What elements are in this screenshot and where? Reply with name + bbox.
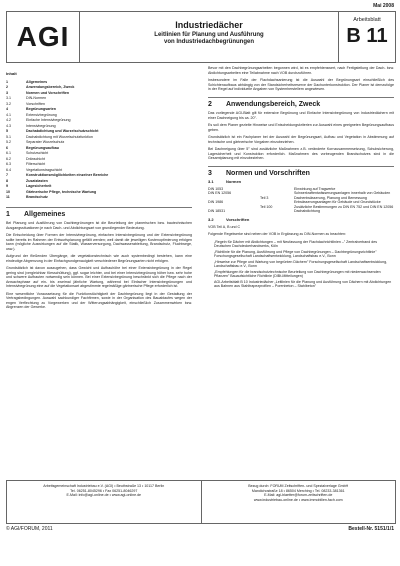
- paragraph: Aufgrund der fließenden Übergänge, die vegetationstechnisch wie auch systembedingt bestehen, kann eine eindeutige Abgrenzung in der Einfachgrundgenauigkeit verschiedener Begrünungsarten nicht erfolgen.: [6, 254, 192, 263]
- footer-box: [6, 480, 396, 524]
- paragraph: Bei Planung und Ausführung von Dachbegrünungen ist die Beurteilung der planerischen bzw. bautechnischen Ausgangssituationen je nach Dach- und Abdichtungsart von grundlegender Bedeutung.: [6, 221, 192, 230]
- toc-label: Dachabdichtung mit Wurzelschutzfunktion: [26, 134, 93, 139]
- toc-label: Normen und Vorschriften: [26, 90, 70, 95]
- paragraph: Bevor mit den Dachbegrünungsarbeiten begonnen wird, ist es empfehlenswert, nach Fertigstellung der Dach- bzw. Abdichtungsarbeiten eine Teilabnahme nach VOB durchzuführen.: [208, 66, 394, 75]
- toc-heading: Inhalt: [6, 71, 17, 76]
- issue-date: Mai 2008: [373, 3, 394, 9]
- regulation-item: • „Empfehlungen für die brandschutztechnische Beurteilung von Dachbegrünungen mit niederwachsenden Pflanzen" Bauaufsichtliche Richtlinie (DIBt-Mitteilungen): [214, 270, 394, 279]
- toc-label: Lagesicherheit: [26, 184, 52, 188]
- toc-label: Brandschutz: [26, 195, 48, 199]
- copyright: © AGI/FORUM, 2011: [6, 526, 53, 532]
- section-title: Anwendungsbereich, Zweck: [226, 100, 321, 108]
- toc-number: 2: [6, 85, 8, 89]
- regulation-item: • „Richtlinie für die Planung, Ausführung und Pflege von Dachbegrünungen – Dachbegrünungsrichtlinie" Forschungsgesellschaft Landschaftsentwicklung, Landschaftsbau e.V., Bonn: [214, 250, 394, 259]
- footer-line: Tel. 06251-8045296 • Fax 06251-8046297: [70, 488, 138, 493]
- toc-label: Vorschriften: [26, 101, 45, 106]
- footer-line: www.industriebau-online.de • www.immobilien-fach.com: [253, 497, 343, 502]
- toc-label: Anwendungsbereich, Zweck: [26, 85, 75, 89]
- toc-number: 4: [6, 107, 8, 111]
- norms-list: [208, 187, 394, 215]
- norm-description: Dachabdichtung: [294, 209, 320, 214]
- toc-label: Begrünungsarten: [26, 107, 56, 111]
- norm-code: DIN 1986: [208, 200, 224, 205]
- toc-label: Separater Wurzelschutz: [26, 140, 65, 144]
- toc-number: 4.1: [6, 112, 11, 117]
- table-of-contents: [6, 80, 192, 201]
- regulation-item: • AGI-Arbeitsblatt B 10 Industriedächer „Leitlinien für die Planung und Ausführung von Dächern mit Abdichtungen aus Bahnen aus Stahltrapezprofilen – Porenbeton – Stahlbeton": [214, 280, 394, 289]
- bottom-line: [6, 526, 394, 532]
- regulation-item: • „Regeln für Dächer mit Abdichtungen – mit Neufassung der Flachdachrichtlinien –" Zentralverband des Deutschen Dachdeckerhandwerks, Köln: [214, 240, 394, 249]
- toc-label: Konstruktionsmögliichkeiten einzelner Bereiche: [26, 173, 109, 177]
- left-column: [6, 66, 192, 476]
- toc-label: Gärtnerische Pflege, technische Wartung: [26, 189, 97, 194]
- toc-label: Intensivbegrünung: [26, 123, 56, 128]
- toc-label: Extensivbegrünung: [26, 112, 57, 117]
- publisher-address: [7, 481, 202, 523]
- toc-number: 5.1: [6, 134, 11, 139]
- subsection-number: 3.1: [208, 179, 214, 184]
- divider: [208, 97, 394, 98]
- toc-number: 6: [6, 145, 8, 150]
- section-2-heading: [208, 100, 394, 108]
- toc-label: Begrünungsaufbau: [26, 145, 59, 150]
- toc-number: 5.2: [6, 140, 11, 144]
- sheet-label: Arbeitsblatt: [353, 17, 381, 23]
- footer-line: Mandichostraße 18 • 86504 Merching • Tel. 08233-381361: [251, 488, 345, 493]
- paragraph: Das vorliegende AGI-Blatt gilt für extensive Begrünung und Einfache Intensivbegrünung von Industriedächern mit einer Dachneigung bis ca. 20°.: [208, 111, 394, 120]
- section-number: 2: [208, 100, 212, 108]
- paragraph: Insbesondere im Falle der Flachdachsanierung ist die Auswahl der Begrünungsart einschließlich des Schichtenaufbaus abhängig von der Standsicherheitsreserve der Dachunterkonstruktion. Der Planer ist demzufolge in der Regel auf individuelle Angaben von Systemherstellern angewiesen.: [208, 78, 394, 91]
- toc-label: Filterschicht: [26, 162, 46, 166]
- section-title: Normen und Vorschriften: [226, 169, 310, 177]
- agi-logo: AGI: [7, 12, 80, 62]
- paragraph: Es soll dem Planer gezielte Hinweise und Entscheidungskriterien zur Auswahl eines geeigneten Begrünungsaufbaus geben.: [208, 123, 394, 132]
- norm-description: Dachentwässerung, Planung und Bemessung: [294, 195, 367, 200]
- toc-number: 3.2: [6, 101, 11, 106]
- norm-description: Entwässerungsanlagen für Gebäude und Grundstücke: [294, 200, 381, 205]
- norm-description: Einwirkung auf Tragwerke: [294, 186, 336, 191]
- toc-number: 3: [6, 90, 8, 95]
- toc-label: Zusatzlasten: [26, 178, 48, 183]
- norm-part: Teil 100: [260, 204, 273, 209]
- toc-label: Dachabdichtung und Wurzelschutzschicht: [26, 129, 99, 133]
- toc-number: 3.1: [6, 96, 11, 100]
- paragraph: Eine wesentliche Voraussetzung für die Funktionstüchtigkeit der Dachbegrünung liegt in der Gestaltung der Vertragsbedingungen. Auswahl sachkundiger Fachfirmen, sowie in der Organisation des Bauablaufes wegen der engen Verflechtung zu Vorgewerken und der Witterungsabhängigkeit, einschließlich Zusammenwirken bzw. Abgrenzen der Gewerke.: [6, 291, 192, 309]
- toc-label: Allgemeines: [26, 79, 48, 84]
- norm-entry: [208, 209, 394, 214]
- footer-line: E-Mail: info@agi-online.de • www.agi-online.de: [66, 493, 142, 498]
- order-number: Bestell-Nr. 5151/1/1: [348, 526, 394, 532]
- regulations-list: [208, 240, 394, 289]
- section-number: 3: [208, 169, 212, 177]
- paragraph: Folgende Regelwerke sind neben der VOB in Ergänzung zu DIN-Normen zu beachten:: [208, 232, 347, 237]
- document-header: [6, 11, 396, 63]
- paragraph: Grundsätzlich ist ein Fachplaner bei der Auswahl der Begrünungsart, Aufbau und Vegetation in Abstimmung auf technische und gärtnerische Vorgaben einzubeziehen.: [208, 135, 394, 144]
- toc-number: 4.3: [6, 123, 11, 128]
- regulation-item: • „Hinweise zur Pflege und Wartung von begrünten Dächern" Forschungsgesellschaft Landschaftsentwicklung, Landschaftsbau e.V., Bonn: [214, 260, 394, 269]
- toc-label: Vegetationstragschicht: [26, 167, 63, 172]
- toc-entry: [6, 195, 192, 201]
- distributor-address: [202, 481, 396, 523]
- paragraph: Die Entscheidung über Formen der Intensivbegrünung, einfachen Intensivbegrünung und der Extensivbegrünung sollte bereits im Rahmen der Entwurfsplanung gefällt werden; weil damit die jeweiligen Kostenoptimierung erfolgen kann (mögliche Auswirkungen auf die Statik, Wasserversorgung, Dachwasserableitung, Brandschutz, Fluchtwege, usw.).: [6, 233, 192, 251]
- subsection-3-2-heading: [208, 218, 394, 223]
- norm-part: [260, 209, 294, 214]
- toc-number: 8: [6, 178, 8, 183]
- norm-code: DIN 1053: [208, 186, 224, 191]
- subsection-3-1-heading: [208, 180, 394, 185]
- footer-line: Bezug durch: FORUM Zeitschriften- und Spezialverlage GmbH: [248, 484, 349, 488]
- subsection-number: 3.2: [208, 217, 214, 223]
- toc-number: 6.4: [6, 167, 11, 172]
- section-number: 1: [6, 210, 10, 218]
- norm-description: Schwerkraftentwässerungsanlagen innerhalb von Gebäuden: [294, 191, 391, 196]
- toc-number: 10: [6, 189, 10, 194]
- document-title: Industriedächer: [175, 20, 243, 30]
- toc-label: Schutzschicht: [26, 151, 49, 155]
- toc-label: Einfache Intensivbegrünung: [26, 118, 71, 122]
- divider: [208, 166, 394, 167]
- footer-line: Arbeitsgemeinschaft Industriebau e.V. (AGI) • Beuthstraße 13 • 10117 Berlin: [43, 484, 165, 488]
- document-subtitle-line2: von Industriedachbegrünungen: [163, 39, 254, 45]
- paragraph: Grundsätzlich ist davon auszugehen, dass Gewicht und Aufbauhöhe bei einer Extensivbegrünung in der Regel gering sind (vergleichbar Kiesschüttung), ggf. sogar leichter, und bei einer Intensivbegrünung höher bzw. sehr hohe und schwere Aufbauten notwendig sein können. Bei einer Extensivbegrünung beschränkt sich die Pflege nach der Anwachsphase auf ein- bis zweimal jährliche Wartung, während bei Einfacher Intensivbegrünungen und Intensivbegrünung eine auf die Vegetationsart abgestimmte regelmäßige gärtnerische Pflege erforderlich ist.: [6, 266, 192, 288]
- norm-code: DIN EN 12056: [208, 191, 232, 196]
- header-title-block: [80, 12, 339, 62]
- toc-number: 7: [6, 173, 8, 177]
- toc-number: 5: [6, 129, 8, 133]
- toc-number: 11: [6, 195, 10, 199]
- sheet-number: B 11: [346, 25, 388, 47]
- section-3-heading: [208, 169, 394, 177]
- norm-code: DIN 18531: [208, 209, 226, 214]
- vob-reference: VOB Teil A, B und C: [208, 224, 241, 229]
- toc-label: Dränschicht: [26, 156, 45, 161]
- toc-number: 6.3: [6, 162, 11, 166]
- toc-number: 9: [6, 184, 8, 188]
- toc-number: 6.2: [6, 156, 11, 161]
- section-1-heading: [6, 210, 192, 218]
- footer-line: E-Mail: agi-blaetter@forum-zeitschriften.de: [264, 493, 333, 498]
- sheet-id-block: [339, 12, 395, 62]
- right-column: [208, 66, 394, 476]
- document-body: [6, 66, 394, 476]
- toc-number: 6.1: [6, 151, 11, 155]
- norm-description: Zusätzliche Bestimmungen zu DIN EN 752 und DIN EN 12056: [294, 204, 394, 209]
- norm-part: Teil 3: [260, 195, 269, 200]
- paragraph: Bei Dachneigung über 5° sind zusätzliche Maßnahmen z.B. veränderte Kornzusammensetzung, Schubsicherung, Lagesicherheit und Konstruktion erforderlich. Maßnahmen des vorbeugenden Brandschutzes sind in die Gesamtplanung mit einzubeziehen.: [208, 147, 394, 160]
- subsection-title: Normen: [226, 179, 242, 184]
- subsection-title: Vorschriften: [226, 217, 250, 223]
- document-subtitle-line1: Leitlinien für Planung und Ausführung: [154, 32, 264, 38]
- toc-label: DIN-Normen: [26, 96, 47, 100]
- toc-number: 1: [6, 79, 8, 84]
- toc-number: 4.2: [6, 118, 11, 122]
- divider: [6, 207, 192, 208]
- section-title: Allgemeines: [24, 210, 66, 218]
